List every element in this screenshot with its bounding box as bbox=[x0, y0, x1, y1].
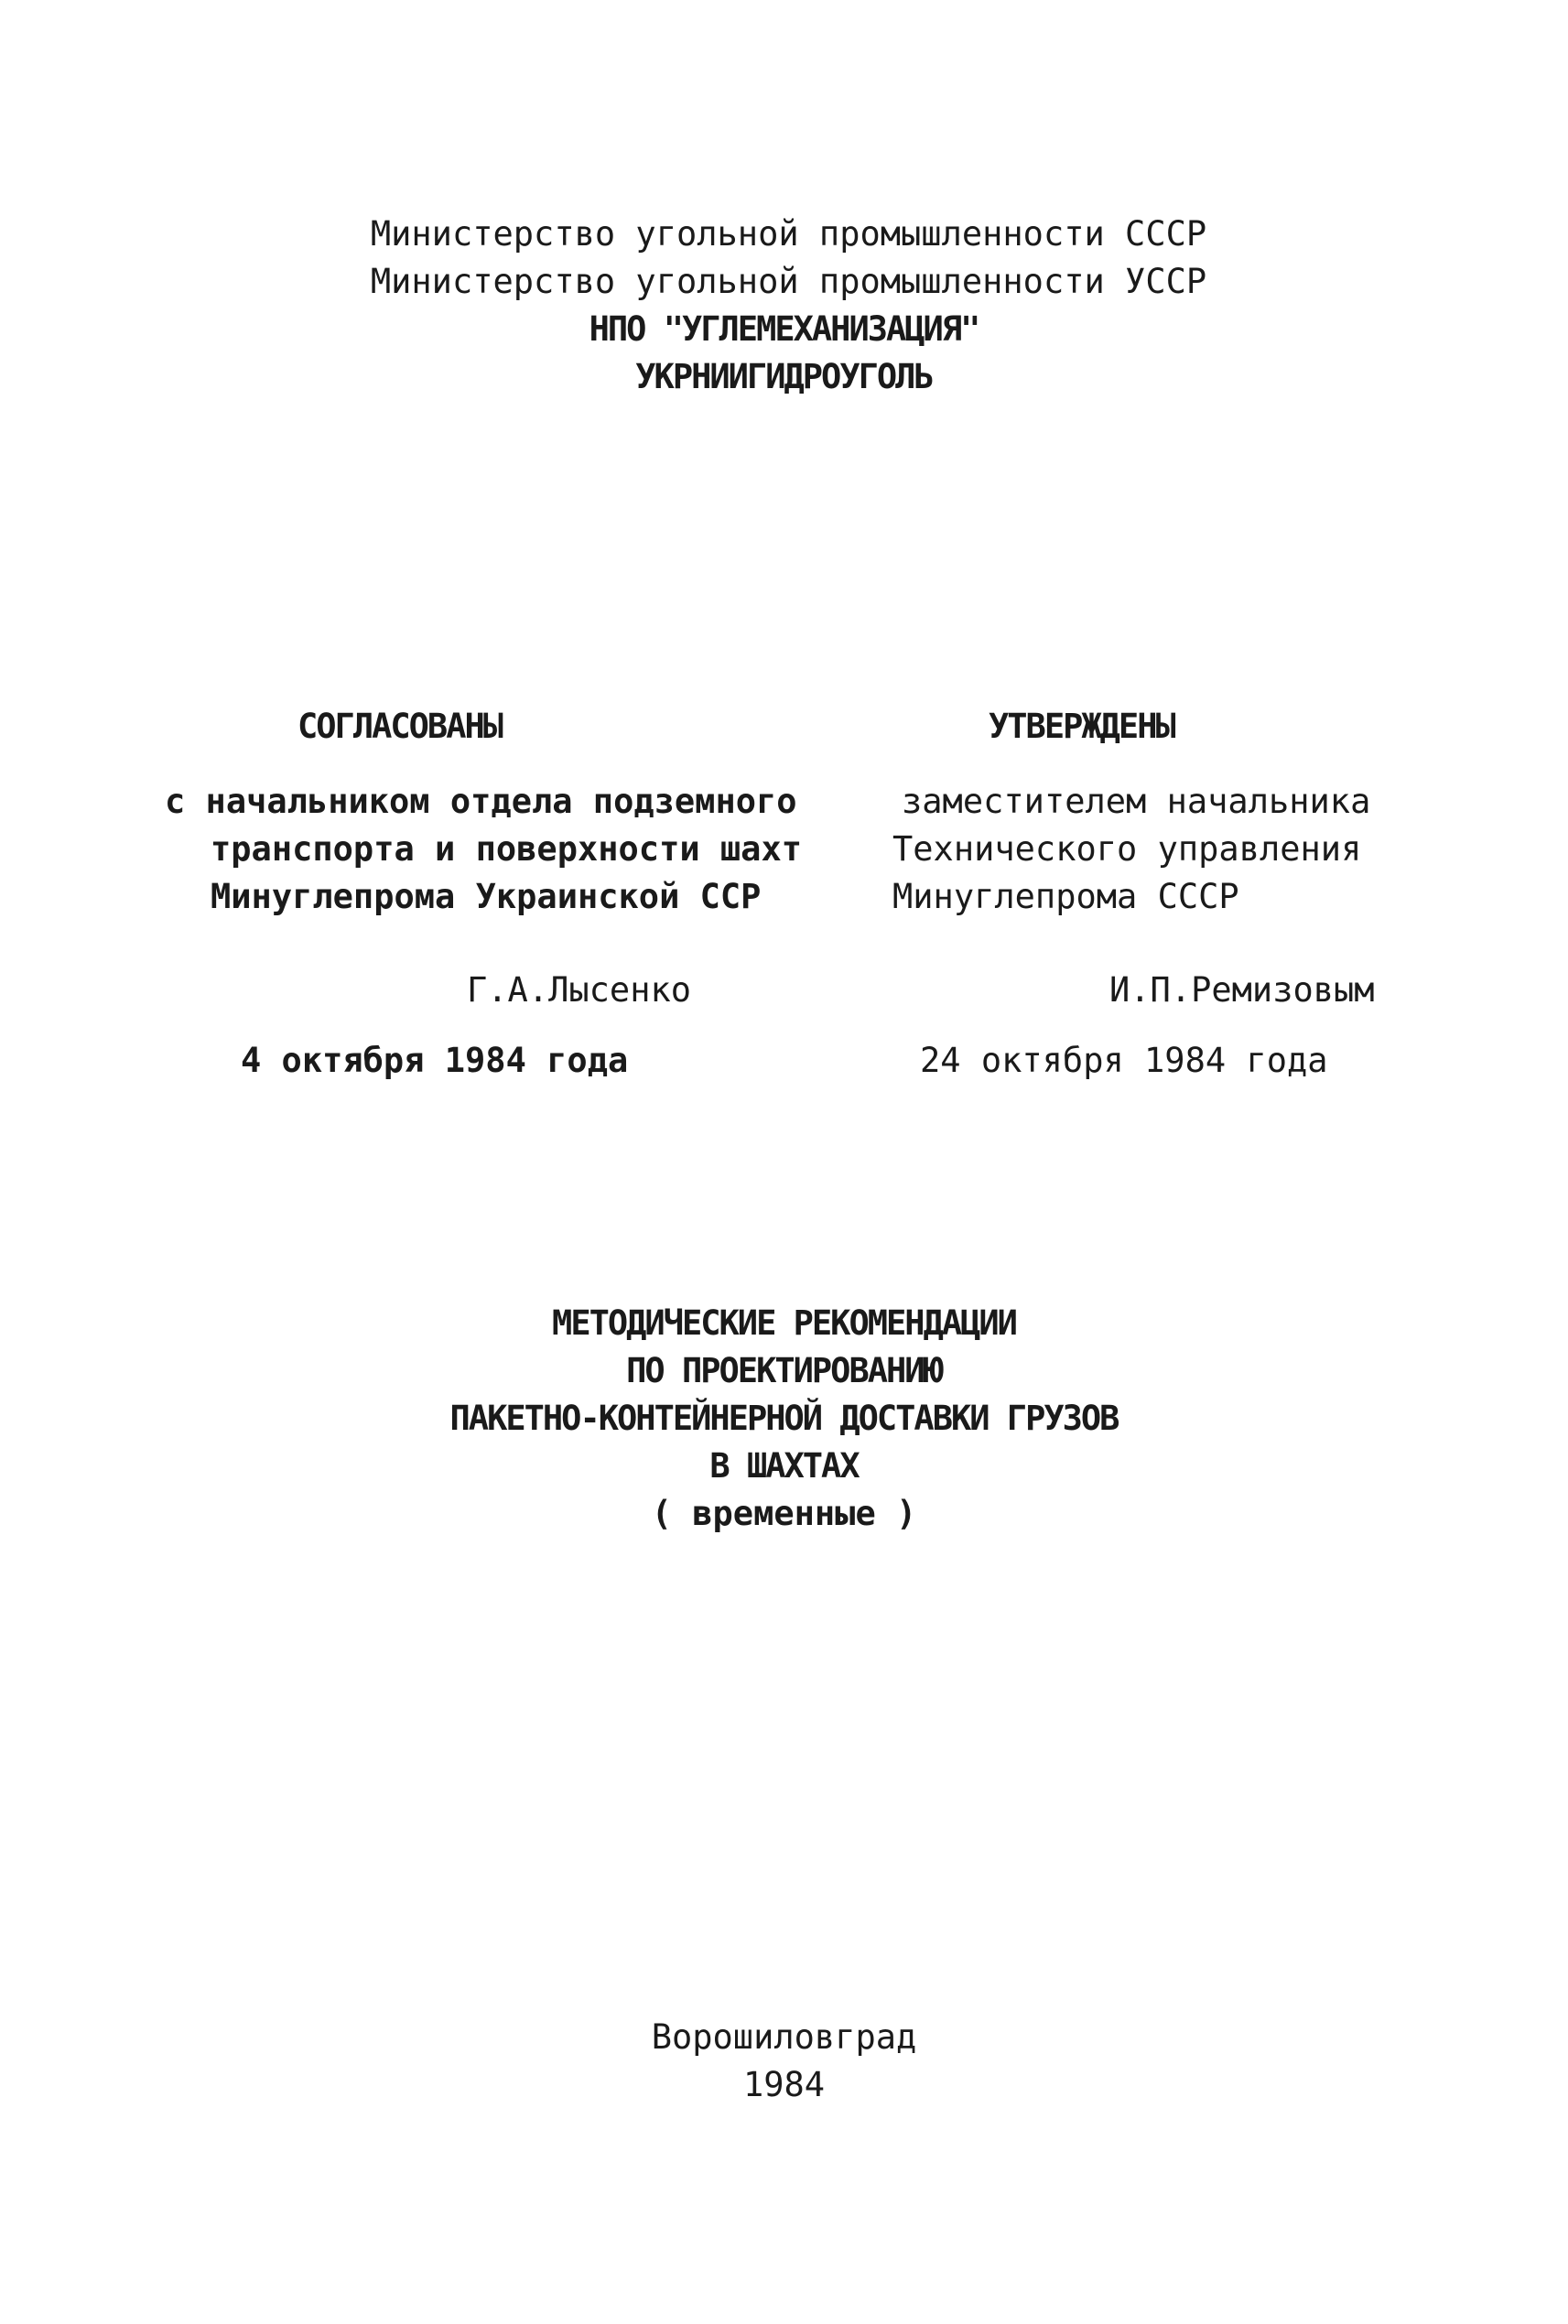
agreed-date: 4 октября 1984 года bbox=[241, 1041, 629, 1080]
ministry-ukr-line: Министерство угольной промышленности УССР bbox=[370, 262, 1207, 301]
title-subtitle: ( временные ) bbox=[651, 1494, 917, 1533]
approved-signatory: И.П.Ремизовым bbox=[1109, 970, 1375, 1010]
title-line-4: В ШАХТАХ bbox=[709, 1446, 859, 1486]
header-organizations bbox=[0, 211, 1568, 401]
npo-line: НПО "УГЛЕМЕХАНИЗАЦИЯ" bbox=[589, 309, 979, 349]
imprint bbox=[0, 2014, 1568, 2109]
agreed-block bbox=[165, 703, 824, 1085]
title-line-2: ПО ПРОЕКТИРОВАНИЮ bbox=[626, 1351, 942, 1390]
approved-date: 24 октября 1984 года bbox=[920, 1041, 1328, 1080]
agreed-line-1: с начальником отдела подземного bbox=[165, 782, 797, 821]
imprint-city: Ворошиловград bbox=[651, 2017, 917, 2057]
approved-heading: УТВЕРЖДЕНЫ bbox=[989, 707, 1174, 746]
institute-line: УКРНИИГИДРОУГОЛЬ bbox=[635, 357, 933, 396]
approved-line-3: Минуглепрома СССР bbox=[892, 877, 1239, 916]
agreed-line-3: Минуглепрома Украинской ССР bbox=[211, 877, 762, 916]
approved-block bbox=[892, 703, 1478, 1085]
agreed-line-2: транспорта и поверхности шахт bbox=[211, 829, 803, 869]
title-line-3: ПАКЕТНО-КОНТЕЙНЕРНОЙ ДОСТАВКИ ГРУЗОВ bbox=[449, 1399, 1119, 1438]
approved-line-1: заместителем начальника bbox=[902, 782, 1371, 821]
agreed-heading: СОГЛАСОВАНЫ bbox=[297, 707, 503, 746]
approved-line-2: Технического управления bbox=[892, 829, 1362, 869]
title-line-1: МЕТОДИЧЕСКИЕ РЕКОМЕНДАЦИИ bbox=[552, 1303, 1016, 1343]
document-title bbox=[0, 1300, 1568, 1538]
imprint-year: 1984 bbox=[742, 2065, 826, 2104]
agreed-signatory: Г.А.Лысенко bbox=[467, 970, 692, 1010]
ministry-ussr-line: Министерство угольной промышленности СССР bbox=[370, 214, 1207, 254]
